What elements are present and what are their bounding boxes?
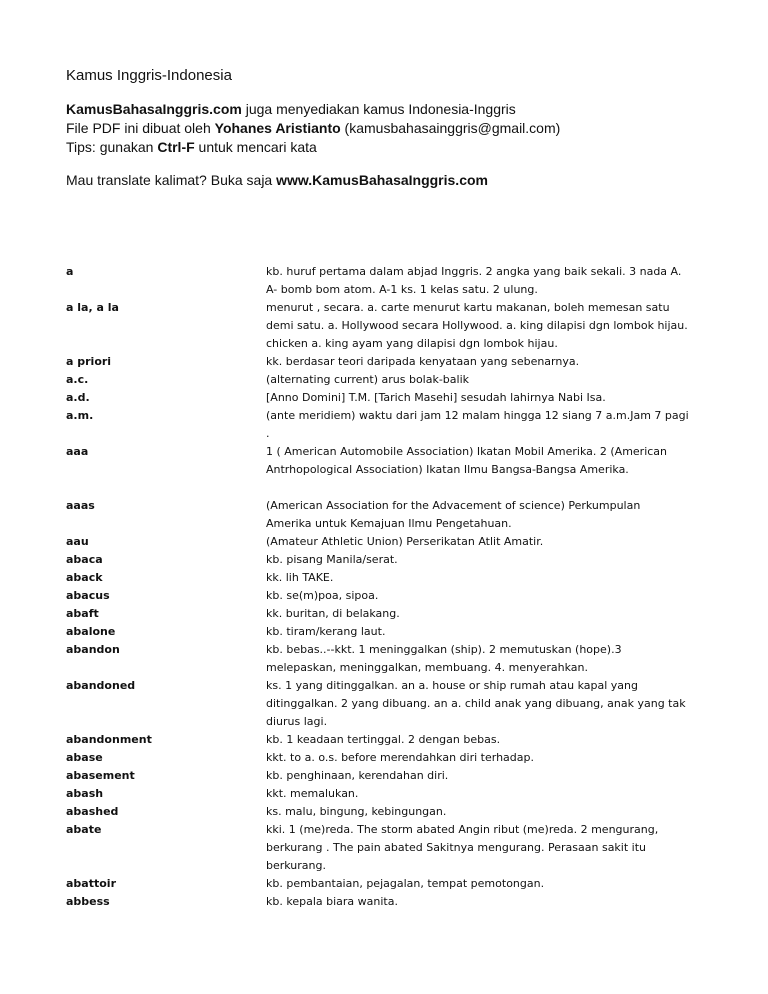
- dictionary-entries: [66, 263, 746, 911]
- definition-line: kkt. memalukan.: [266, 787, 359, 800]
- definition-line: (Amateur Athletic Union) Perserikatan Atlit Amatir.: [266, 535, 544, 548]
- dictionary-entry: [66, 641, 746, 677]
- entry-definition: [266, 587, 711, 605]
- entry-term: aau: [66, 535, 89, 548]
- definition-line: melepaskan, meninggalkan, membuang. 4. menyerahkan.: [266, 661, 588, 674]
- entry-term: a.d.: [66, 391, 90, 404]
- dictionary-entry: [66, 623, 746, 641]
- entry-definition: [266, 497, 711, 533]
- definition-line: kb. 1 keadaan tertinggal. 2 dengan bebas.: [266, 733, 501, 746]
- entry-term: abaca: [66, 553, 103, 566]
- definition-line: ks. 1 yang ditinggalkan. an a. house or ship rumah atau kapal yang: [266, 679, 638, 692]
- definition-line: kb. pembantaian, pejagalan, tempat pemotongan.: [266, 877, 545, 890]
- definition-line: kki. 1 (me)reda. The storm abated Angin ribut (me)reda. 2 mengurang,: [266, 823, 659, 836]
- dictionary-entry: [66, 731, 746, 749]
- entry-definition: [266, 407, 711, 443]
- dictionary-entry: [66, 893, 746, 911]
- entry-definition: [266, 803, 711, 821]
- entry-term: abattoir: [66, 877, 116, 890]
- dictionary-entry: [66, 299, 746, 353]
- definition-line: diurus lagi.: [266, 715, 328, 728]
- definition-line: .: [266, 427, 270, 440]
- entry-definition: [266, 353, 711, 371]
- entry-definition: [266, 569, 711, 587]
- entry-definition: [266, 785, 711, 803]
- entry-definition: [266, 551, 711, 569]
- entry-term: abacus: [66, 589, 110, 602]
- entry-term: abase: [66, 751, 103, 764]
- entry-definition: [266, 623, 711, 641]
- dictionary-entry: [66, 767, 746, 785]
- author-name: Yohanes Aristianto: [214, 120, 341, 136]
- dictionary-entry: [66, 587, 746, 605]
- definition-line: kb. penghinaan, kerendahan diri.: [266, 769, 449, 782]
- definition-line: demi satu. a. Hollywood secara Hollywood. a. king dilapisi dgn lombok hijau.: [266, 319, 688, 332]
- definition-line: kb. pisang Manila/serat.: [266, 553, 398, 566]
- dictionary-entry: [66, 353, 746, 371]
- entry-term: abasement: [66, 769, 135, 782]
- definition-line: berkurang.: [266, 859, 326, 872]
- entry-term: a la, a la: [66, 301, 119, 314]
- entry-definition: [266, 749, 711, 767]
- translate-link[interactable]: www.KamusBahasaInggris.com: [276, 172, 488, 188]
- entry-term: aaas: [66, 499, 95, 512]
- entry-definition: [266, 371, 711, 389]
- entry-definition: [266, 533, 711, 551]
- definition-line: chicken a. king ayam yang dilapisi dgn lombok hijau.: [266, 337, 558, 350]
- definition-line: [Anno Domini] T.M. [Tarich Masehi] sesudah lahirnya Nabi Isa.: [266, 391, 606, 404]
- definition-line: kk. buritan, di belakang.: [266, 607, 400, 620]
- definition-line: menurut , secara. a. carte menurut kartu makanan, boleh memesan satu: [266, 301, 670, 314]
- entry-definition: [266, 731, 711, 749]
- definition-line: kk. lih TAKE.: [266, 571, 334, 584]
- entry-definition: [266, 389, 711, 407]
- entry-definition: [266, 767, 711, 785]
- entry-term: a priori: [66, 355, 112, 368]
- entry-definition: [266, 641, 711, 677]
- intro-line-author: [66, 119, 746, 138]
- dictionary-entry: [66, 389, 746, 407]
- entry-term: aback: [66, 571, 103, 584]
- entry-definition: [266, 677, 711, 731]
- definition-line: (alternating current) arus bolak-balik: [266, 373, 470, 386]
- dictionary-entry: [66, 605, 746, 623]
- entry-term: abandon: [66, 643, 120, 656]
- dictionary-entry: [66, 497, 746, 533]
- definition-line: kb. kepala biara wanita.: [266, 895, 398, 908]
- intro-line-tips: [66, 138, 746, 157]
- definition-line: Antrhopological Association) Ikatan Ilmu Bangsa-Bangsa Amerika.: [266, 463, 629, 476]
- dictionary-entry: [66, 569, 746, 587]
- definition-line: kb. huruf pertama dalam abjad Inggris. 2 angka yang baik sekali. 3 nada A.: [266, 265, 682, 278]
- intro-line-site: [66, 100, 746, 119]
- tips-suffix: untuk mencari kata: [194, 139, 317, 155]
- entry-term: a: [66, 265, 74, 278]
- definition-line: kb. se(m)poa, sipoa.: [266, 589, 379, 602]
- author-email: (kamusbahasainggris@gmail.com): [340, 120, 561, 136]
- translate-prefix: Mau translate kalimat? Buka saja: [66, 172, 277, 188]
- entry-term: a.c.: [66, 373, 89, 386]
- dictionary-entry: [66, 443, 746, 479]
- definition-line: (American Association for the Advacement of science) Perkumpulan: [266, 499, 641, 512]
- site-name: KamusBahasaInggris.com: [66, 101, 242, 117]
- dictionary-entry: [66, 821, 746, 875]
- definition-line: kb. bebas..--kkt. 1 meninggalkan (ship). 2 memutuskan (hope).3: [266, 643, 622, 656]
- definition-line: ditinggalkan. 2 yang dibuang. an a. child anak yang dibuang, anak yang tak: [266, 697, 686, 710]
- entry-term: abaft: [66, 607, 99, 620]
- entry-term: aaa: [66, 445, 89, 458]
- entry-definition: [266, 443, 711, 479]
- dictionary-entry: [66, 533, 746, 551]
- dictionary-entry: [66, 875, 746, 893]
- entry-term: abbess: [66, 895, 110, 908]
- dictionary-entry: [66, 371, 746, 389]
- dictionary-entry: [66, 785, 746, 803]
- intro-line-translate: [66, 171, 746, 190]
- tips-shortcut: Ctrl-F: [157, 139, 195, 155]
- definition-line: Amerika untuk Kemajuan Ilmu Pengetahuan.: [266, 517, 512, 530]
- entry-definition: [266, 893, 711, 911]
- dictionary-entry: [66, 677, 746, 731]
- entry-term: abandoned: [66, 679, 136, 692]
- dictionary-entry: [66, 803, 746, 821]
- site-note: juga menyediakan kamus Indonesia-Inggris: [241, 101, 516, 117]
- definition-line: kkt. to a. o.s. before merendahkan diri terhadap.: [266, 751, 534, 764]
- entry-term: abandonment: [66, 733, 152, 746]
- entry-term: a.m.: [66, 409, 94, 422]
- dictionary-entry: [66, 749, 746, 767]
- dictionary-entry: [66, 407, 746, 443]
- definition-line: 1 ( American Automobile Association) Ikatan Mobil Amerika. 2 (American: [266, 445, 668, 458]
- dictionary-entry: [66, 551, 746, 569]
- dictionary-entry: [66, 263, 746, 299]
- author-prefix: File PDF ini dibuat oleh: [66, 120, 215, 136]
- entry-term: abashed: [66, 805, 119, 818]
- definition-line: (ante meridiem) waktu dari jam 12 malam hingga 12 siang 7 a.m.Jam 7 pagi: [266, 409, 689, 422]
- document-header: [66, 66, 746, 190]
- entry-definition: [266, 821, 711, 875]
- entry-term: abate: [66, 823, 102, 836]
- definition-line: kb. tiram/kerang laut.: [266, 625, 386, 638]
- entry-term: abalone: [66, 625, 116, 638]
- definition-line: A- bomb bom atom. A-1 ks. 1 kelas satu. 2 ulung.: [266, 283, 538, 296]
- entry-definition: [266, 605, 711, 623]
- definition-line: kk. berdasar teori daripada kenyataan yang sebenarnya.: [266, 355, 580, 368]
- entry-term: abash: [66, 787, 104, 800]
- entry-definition: [266, 299, 711, 353]
- entry-definition: [266, 263, 711, 299]
- tips-prefix: Tips: gunakan: [66, 139, 158, 155]
- document-title: Kamus Inggris-Indonesia: [66, 67, 232, 84]
- definition-line: berkurang . The pain abated Sakitnya mengurang. Perasaan sakit itu: [266, 841, 647, 854]
- definition-line: ks. malu, bingung, kebingungan.: [266, 805, 447, 818]
- entry-definition: [266, 875, 711, 893]
